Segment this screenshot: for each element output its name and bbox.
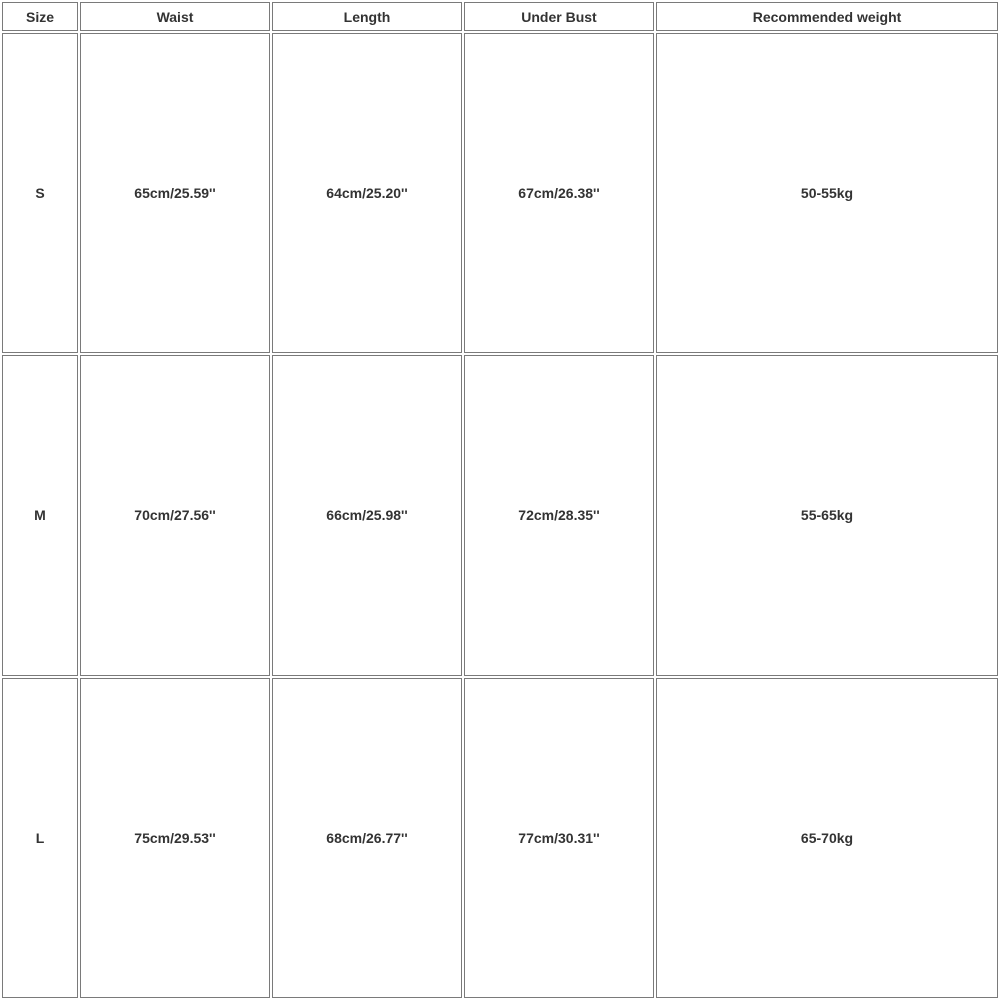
cell-recommended-weight: 65-70kg (656, 678, 998, 998)
cell-under-bust: 67cm/26.38'' (464, 33, 654, 353)
cell-waist: 75cm/29.53'' (80, 678, 270, 998)
table-row (2, 33, 998, 353)
header-size: Size (2, 2, 78, 31)
cell-size: L (2, 678, 78, 998)
header-row (2, 2, 998, 31)
cell-under-bust: 72cm/28.35'' (464, 355, 654, 675)
cell-recommended-weight: 55-65kg (656, 355, 998, 675)
cell-under-bust: 77cm/30.31'' (464, 678, 654, 998)
header-recommended-weight: Recommended weight (656, 2, 998, 31)
cell-recommended-weight: 50-55kg (656, 33, 998, 353)
header-length: Length (272, 2, 462, 31)
cell-length: 64cm/25.20'' (272, 33, 462, 353)
table-row (2, 678, 998, 998)
cell-length: 66cm/25.98'' (272, 355, 462, 675)
cell-length: 68cm/26.77'' (272, 678, 462, 998)
cell-waist: 70cm/27.56'' (80, 355, 270, 675)
header-waist: Waist (80, 2, 270, 31)
cell-size: M (2, 355, 78, 675)
table-row (2, 355, 998, 675)
header-under-bust: Under Bust (464, 2, 654, 31)
cell-waist: 65cm/25.59'' (80, 33, 270, 353)
cell-size: S (2, 33, 78, 353)
